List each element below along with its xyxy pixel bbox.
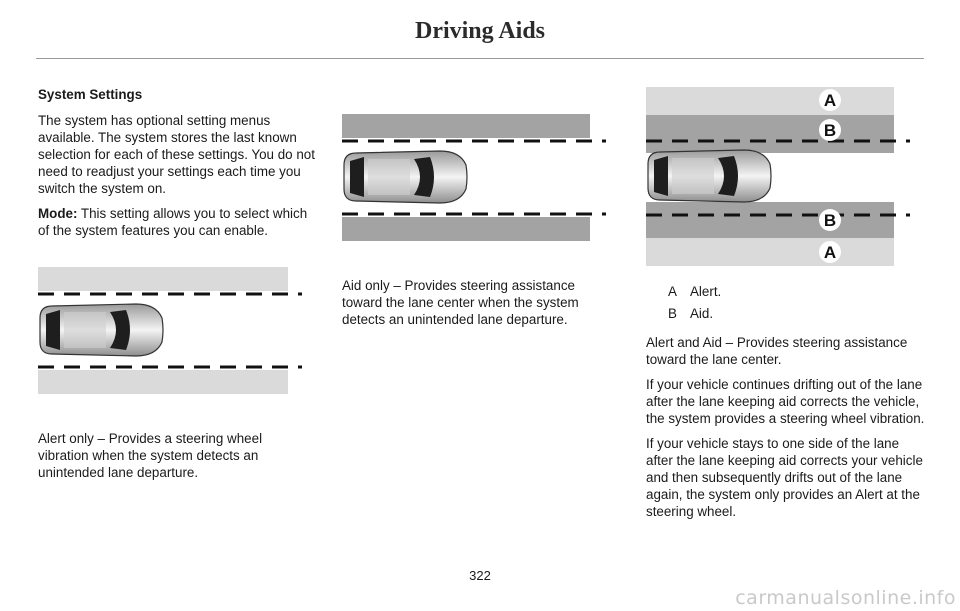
aid-zone-bottom [646,202,894,238]
figure-aid-only [340,113,606,248]
figure-alert-and-aid [644,86,914,273]
legend-row [646,283,926,300]
legend-value: Alert. [690,284,722,299]
car-icon [648,150,771,202]
alert-caption-block [38,430,316,489]
one-side-paragraph: If your vehicle stays to one side of the lane after the lane keeping aid corrects your vehicle and then subsequently drifts out of the lane again, the system only provides an Alert at the steering wheel. [646,436,923,519]
header-divider [36,58,924,59]
figure-alert-only [36,266,302,401]
alert-zone-bottom [38,370,288,394]
legend-key: B [668,306,677,321]
aid-only-diagram [340,113,606,243]
figure-legend [646,283,926,322]
mode-label: Mode: [38,206,78,221]
drifting-paragraph: If your vehicle continues drifting out of the lane after the lane keeping aid corrects the vehicle, the system provides a steering wheel vibration. [646,377,925,426]
callout-b-top [819,119,841,141]
legend-value: Aid. [690,306,714,321]
svg-text:A: A [823,91,837,110]
aid-only-caption: Aid only – Provides steering assistance toward the lane center when the system detects an unintended lane departure. [342,278,579,327]
column-right [646,283,926,528]
svg-text:A: A [823,243,837,262]
car-icon [344,151,467,203]
mode-paragraph [38,205,316,239]
callout-a-top [819,89,841,111]
section-subheading: System Settings [38,87,143,102]
svg-text:B: B [823,211,837,230]
callout-a-bottom [819,241,841,263]
aid-zone-top [646,115,894,153]
alert-only-diagram [36,266,302,396]
watermark: carmanualsonline.info [735,587,956,609]
car-icon [40,304,163,356]
column-middle [342,277,604,336]
mode-text: This setting allows you to select which of the system features you can enable. [38,206,308,238]
aid-zone-top [342,114,590,138]
alert-zone-bottom [646,238,894,266]
alert-zone-top [38,267,288,291]
intro-paragraph: The system has optional setting menus available. The system stores the last known selection for each of these settings. You do not need to readjust your settings each time you switch the system on. [38,113,315,196]
page-title: Driving Aids [414,18,546,44]
aid-zone-bottom [342,217,590,241]
alert-and-aid-diagram [644,86,914,268]
alert-only-caption: Alert only – Provides a steering wheel vibration when the system detects an unintended lane departure. [38,431,263,480]
svg-text:B: B [823,121,837,140]
alert-zone-top [646,87,894,115]
alert-and-aid-paragraph: Alert and Aid – Provides steering assistance toward the lane center. [646,335,908,367]
legend-key: A [668,284,677,299]
column-left [38,86,316,247]
page-number: 322 [469,568,491,583]
callout-b-bottom [819,209,841,231]
legend-row [646,305,926,322]
